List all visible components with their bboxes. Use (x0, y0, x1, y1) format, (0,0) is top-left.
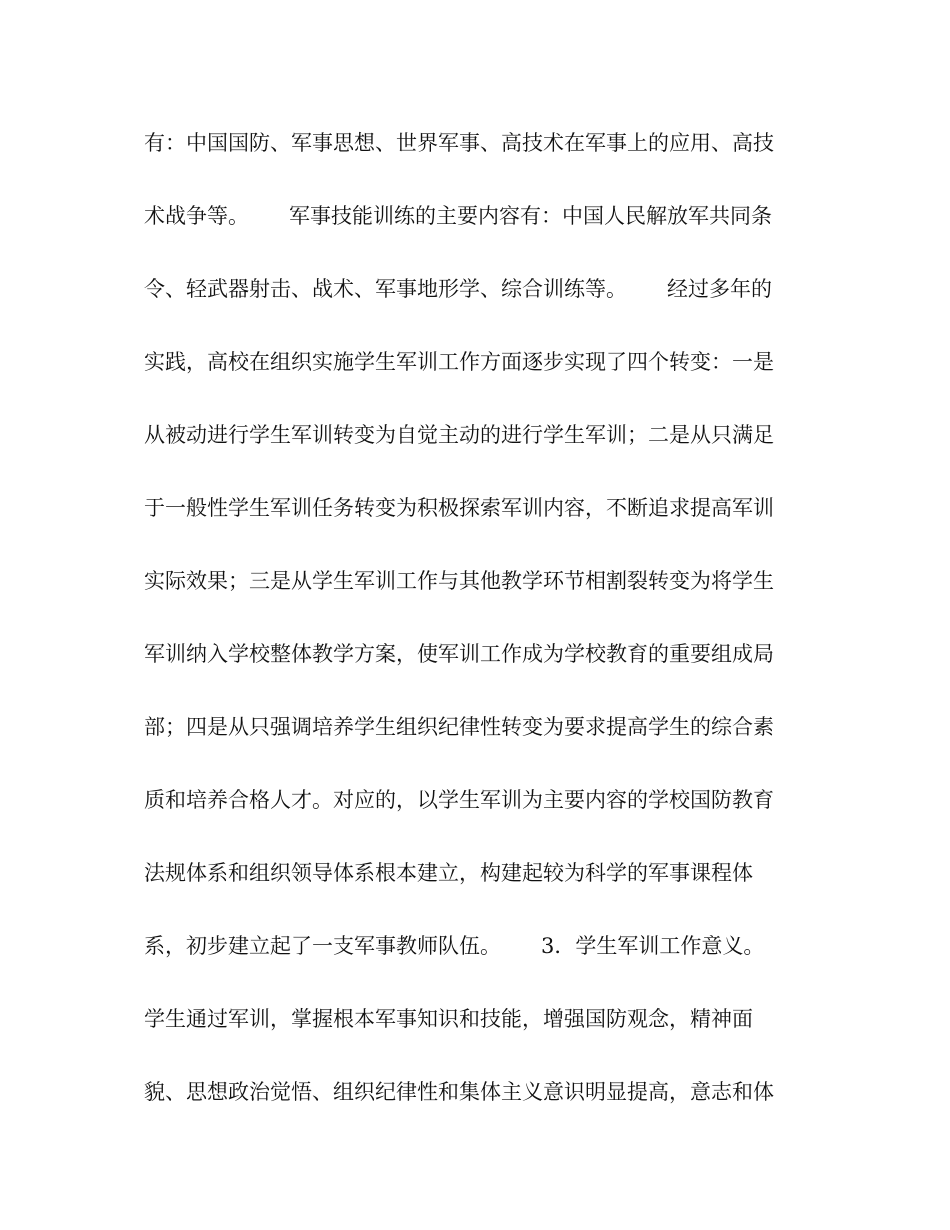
text-line: 质和培养合格人才。对应的，以学生军训为主要内容的学校国防教育 (144, 788, 774, 812)
text-line: 实践，高校在组织实施学生军训工作方面逐步实现了四个转变：一是 (144, 350, 774, 374)
text-line: 从被动进行学生军训转变为自觉主动的进行学生军训；二是从只满足 (144, 423, 774, 447)
text-line: 令、轻武器射击、战术、军事地形学、综合训练等。 经过多年的 (144, 277, 773, 301)
text-line: 学生通过军训，掌握根本军事知识和技能，增强国防观念，精神面 (144, 1007, 753, 1031)
text-line: 法规体系和组织领导体系根本建立，构建起较为科学的军事课程体 (144, 861, 753, 885)
text-line: 于一般性学生军训任务转变为积极探索军训内容，不断追求提高军训 (144, 496, 774, 520)
text-line: 部；四是从只强调培养学生组织纪律性转变为要求提高学生的综合素 (144, 715, 774, 739)
text-line: 有：中国国防、军事思想、世界军事、高技术在军事上的应用、高技 (144, 131, 774, 155)
text-line: 系，初步建立起了一支军事教师队伍。 3．学生军训工作意义。 (144, 934, 765, 958)
text-line: 军训纳入学校整体教学方案，使军训工作成为学校教育的重要组成局 (144, 642, 774, 666)
text-line: 术战争等。 军事技能训练的主要内容有：中国人民解放军共同条 (144, 204, 773, 228)
body-text (144, 122, 804, 1144)
text-line: 貌、思想政治觉悟、组织纪律性和集体主义意识明显提高，意志和体 (144, 1080, 774, 1104)
text-line: 实际效果；三是从学生军训工作与其他教学环节相割裂转变为将学生 (144, 569, 774, 593)
